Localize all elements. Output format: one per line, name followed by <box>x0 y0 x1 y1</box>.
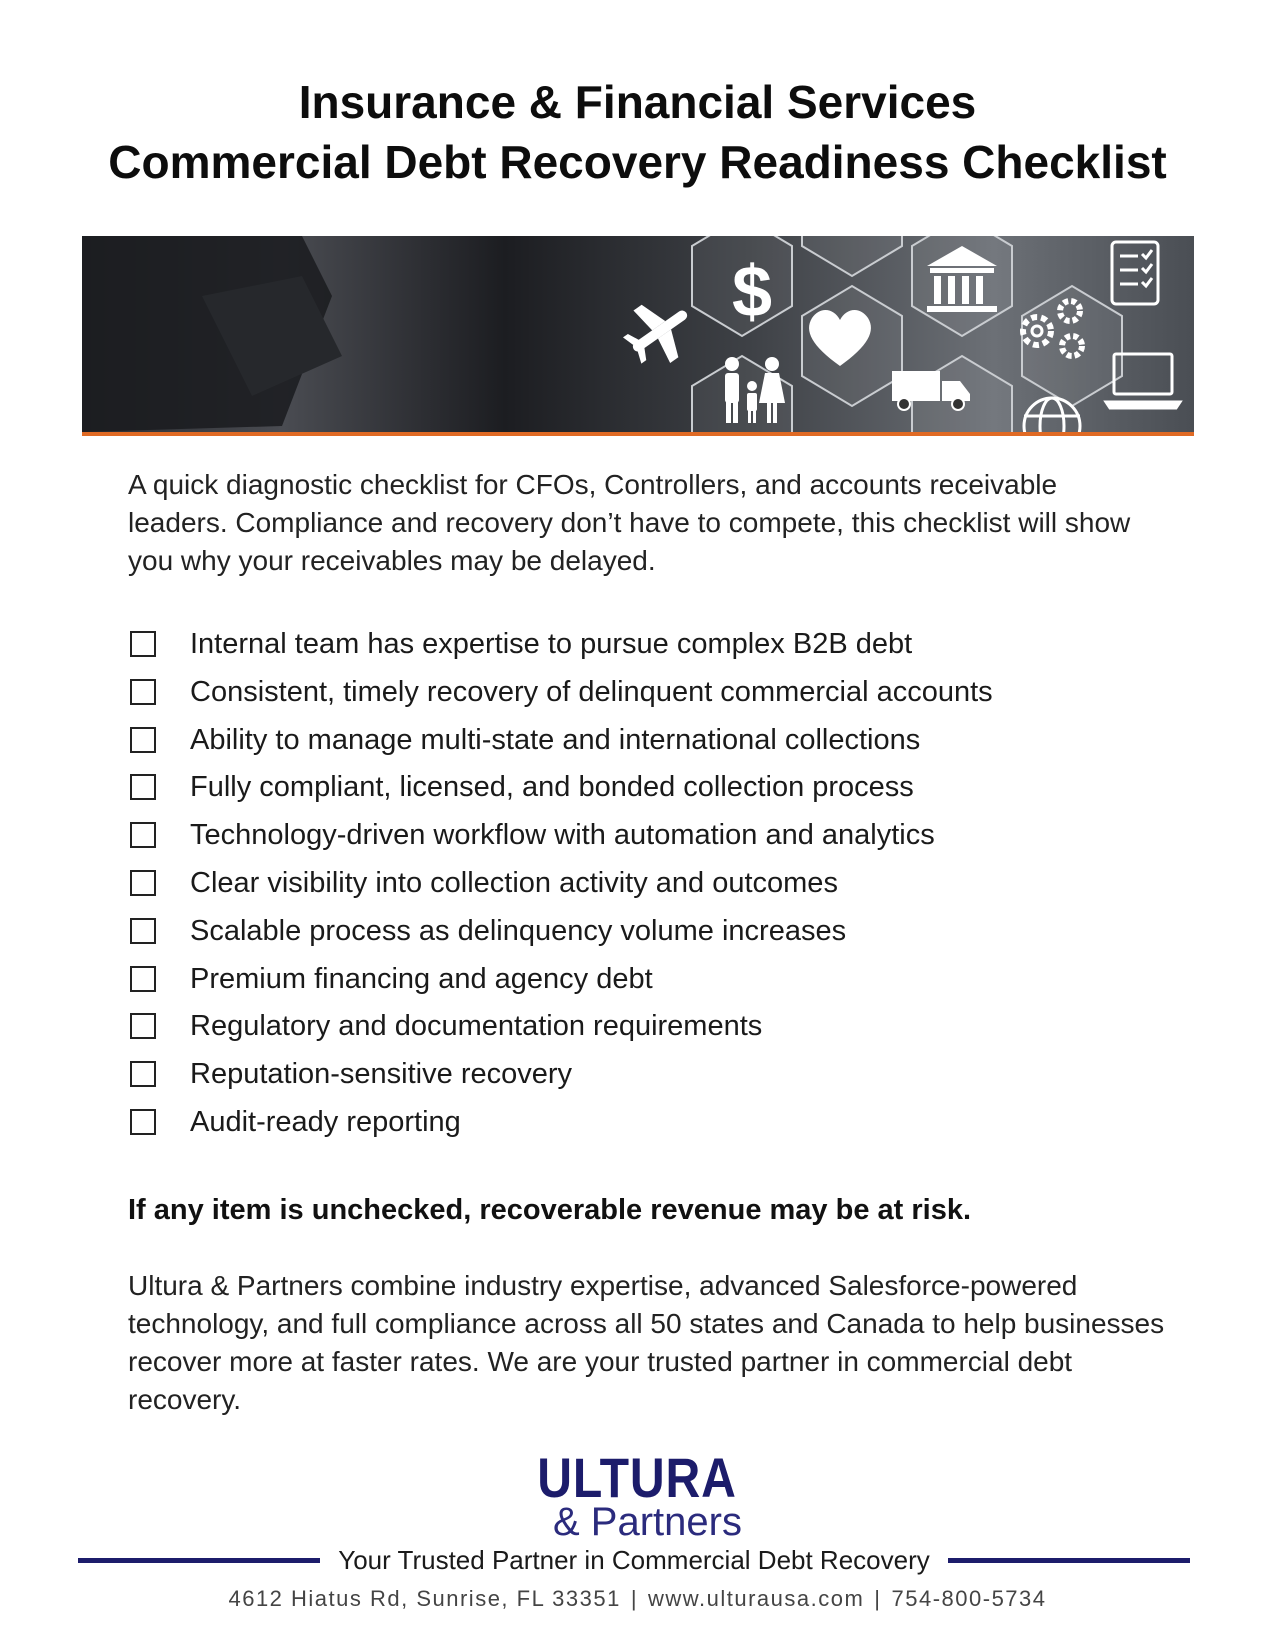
checklist-item-label: Regulatory and documentation requirements <box>190 1010 763 1043</box>
checklist-item <box>130 1057 993 1105</box>
checklist-item-label: Scalable process as delinquency volume increases <box>190 914 847 947</box>
checklist-item <box>130 627 993 675</box>
checkbox[interactable] <box>130 631 156 657</box>
risk-warning: If any item is unchecked, recoverable revenue may be at risk. <box>128 1194 972 1226</box>
checklist-item-label: Clear visibility into collection activity and outcomes <box>190 866 838 899</box>
title-line-1: Insurance & Financial Services <box>298 76 977 128</box>
tagline-row <box>78 1543 1190 1577</box>
dollar-icon <box>732 252 772 332</box>
logo-subtitle: & Partners <box>553 1500 742 1544</box>
checklist-item <box>130 675 993 723</box>
checklist-item <box>130 914 993 962</box>
checklist-item <box>130 723 993 771</box>
checkbox[interactable] <box>130 822 156 848</box>
page-title <box>0 72 1275 192</box>
checklist-item-label: Ability to manage multi-state and international collections <box>190 723 921 756</box>
airplane-icon <box>614 286 705 376</box>
checklist-item-label: Audit-ready reporting <box>190 1105 461 1138</box>
checkbox[interactable] <box>130 774 156 800</box>
divider-left <box>78 1558 320 1563</box>
checklist-item-label: Premium financing and agency debt <box>190 962 653 995</box>
svg-text:$: $ <box>731 252 773 332</box>
checklist-item <box>130 1009 993 1057</box>
readiness-checklist <box>130 627 993 1153</box>
separator: | <box>630 1586 639 1611</box>
closing-paragraph: Ultura & Partners combine industry expertise, advanced Salesforce-powered technology, and full compliance across all 50 states and Canada to help businesses recover more at faster rates. We are your trusted partner in commercial debt recovery. <box>128 1270 1165 1415</box>
logo-wordmark: ULTURA <box>537 1446 738 1509</box>
separator: | <box>874 1586 882 1611</box>
banner-artwork <box>82 236 1194 432</box>
checkbox[interactable] <box>130 966 156 992</box>
checklist-item <box>130 1105 993 1153</box>
checklist-item-label: Reputation-sensitive recovery <box>190 1058 573 1091</box>
checklist-item-label: Internal team has expertise to pursue complex B2B debt <box>190 628 913 660</box>
checkbox[interactable] <box>130 727 156 753</box>
contact-info <box>0 1584 1275 1614</box>
hero-banner <box>82 236 1194 436</box>
checklist-item <box>130 770 993 818</box>
checklist-item-label: Technology-driven workflow with automation and analytics <box>190 819 935 852</box>
tagline: Your Trusted Partner in Commercial Debt Recovery <box>338 1545 930 1575</box>
checklist-item-label: Fully compliant, licensed, and bonded collection process <box>190 771 914 804</box>
checkbox[interactable] <box>130 679 156 705</box>
checklist-item-label: Consistent, timely recovery of delinquent commercial accounts <box>190 675 993 708</box>
intro-paragraph: A quick diagnostic checklist for CFOs, Controllers, and accounts receivable leaders. Compliance and recovery don’t have to compete, this checklist will show you why your receivables may be delayed. <box>128 469 1131 576</box>
website-link[interactable]: www.ulturausa.com <box>648 1586 865 1611</box>
checklist-item <box>130 962 993 1010</box>
checklist-item <box>130 866 993 914</box>
address: 4612 Hiatus Rd, Sunrise, FL 33351 <box>228 1586 621 1611</box>
clipboard-check-icon <box>1112 242 1158 304</box>
phone-number[interactable]: 754-800-5734 <box>891 1586 1047 1611</box>
checkbox[interactable] <box>130 1061 156 1087</box>
title-line-2: Commercial Debt Recovery Readiness Checklist <box>108 136 1167 188</box>
checkbox[interactable] <box>130 918 156 944</box>
divider-right <box>948 1558 1190 1563</box>
company-logo <box>0 1446 1275 1544</box>
checkbox[interactable] <box>130 870 156 896</box>
checklist-item <box>130 818 993 866</box>
checkbox[interactable] <box>130 1013 156 1039</box>
checkbox[interactable] <box>130 1109 156 1135</box>
